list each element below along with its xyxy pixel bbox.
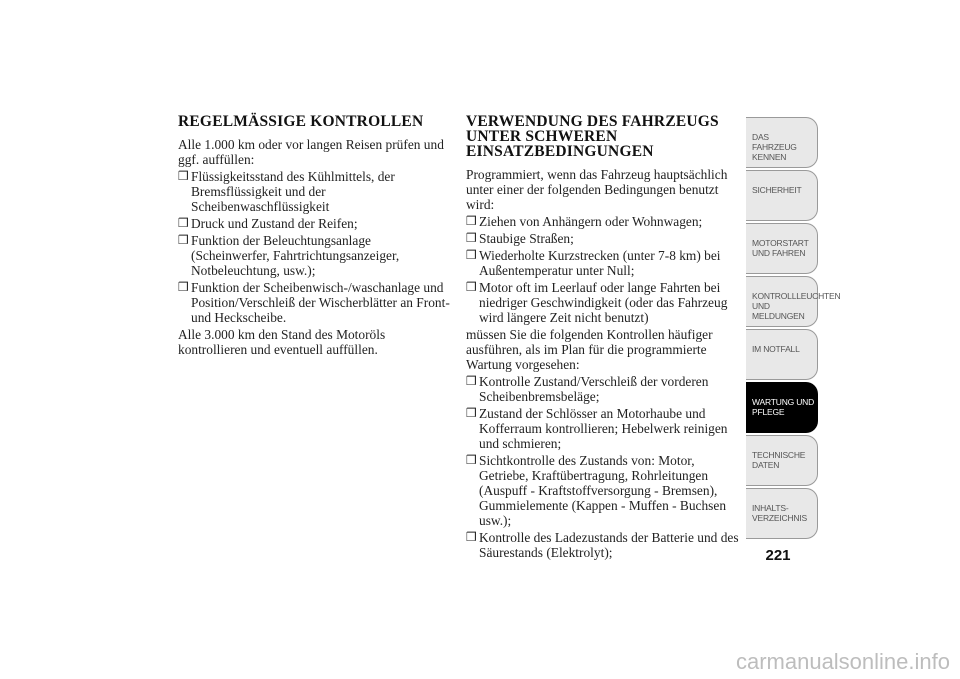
tab-sicherheit[interactable]: SICHERHEIT [746,170,818,221]
checkbox-bullet-icon: ❒ [466,374,477,388]
tab-kontrollleuchten[interactable]: KONTROLLLEUCHTEN UND MELDUNGEN [746,276,818,327]
section-heading-severe-conditions: VERWENDUNG DES FAHRZEUGS UNTER SCHWEREN EINSATZBEDINGUNGEN [466,113,719,160]
tab-das-fahrzeug-kennen[interactable]: DAS FAHRZEUG KENNEN [746,117,818,168]
list-item: ❒ Sichtkontrolle des Zustands von: Motor, Getriebe, Kraftübertragung, Rohrleitungen (Auspuff - Kraftstoffversorgung - Bremsen), Gummielemente (Kappen - Muffen - Buchsen usw.); [466,453,727,528]
watermark: carmanualsonline.info [735,649,950,674]
paragraph-oil-check: Alle 3.000 km den Stand des Motoröls kontrollieren und eventuell auffüllen. [178,327,386,357]
right-column [466,114,742,562]
list-item: ❒ Staubige Straßen; [466,231,574,246]
checks-list [466,374,742,560]
tab-inhaltsverzeichnis[interactable]: INHALTS-VERZEICHNIS [746,488,818,539]
checkbox-bullet-icon: ❒ [466,214,477,228]
list-item: ❒ Kontrolle Zustand/Verschleiß der vorderen Scheibenbremsbeläge; [466,374,709,404]
list-item: ❒ Zustand der Schlösser an Motorhaube und Kofferraum kontrollieren; Hebelwerk reinigen und schmieren; [466,406,728,451]
list-item: ❒ Kontrolle des Ladezustands der Batterie und des Säurestands (Elektrolyt); [466,530,739,560]
checkbox-bullet-icon: ❒ [466,530,477,544]
list-item: ❒ Funktion der Beleuchtungsanlage (Scheinwerfer, Fahrtrichtungsanzeiger, Notbeleuchtung, usw.); [178,233,400,278]
chapter-tabs [746,117,841,541]
tab-motorstart-und-fahren[interactable]: MOTORSTART UND FAHREN [746,223,818,274]
page-number: 221 [765,547,791,564]
checkbox-bullet-icon: ❒ [466,231,477,245]
left-column [178,114,450,359]
checkbox-bullet-icon: ❒ [466,406,477,420]
list-item: ❒ Druck und Zustand der Reifen; [178,216,358,231]
list-item: ❒ Flüssigkeitsstand des Kühlmittels, der Bremsflüssigkeit und der Scheibenwaschflüssigkeit [178,169,395,214]
checklist [178,169,450,325]
paragraph-intro: Alle 1.000 km oder vor langen Reisen prüfen und ggf. auffüllen: [178,137,444,167]
conditions-list [466,214,742,325]
tab-wartung-und-pflege[interactable]: WARTUNG UND PFLEGE [746,382,818,433]
tab-technische-daten[interactable]: TECHNISCHE DATEN [746,435,818,486]
checkbox-bullet-icon: ❒ [178,169,189,183]
checkbox-bullet-icon: ❒ [466,280,477,294]
section-heading-regular-checks: REGELMÄSSIGE KONTROLLEN [178,113,424,130]
list-item: ❒ Wiederholte Kurzstrecken (unter 7-8 km) bei Außentemperatur unter Null; [466,248,721,278]
list-item: ❒ Funktion der Scheibenwisch-/waschanlage und Position/Verschleiß der Wischerblätter an Front- und Heckscheibe. [178,280,450,325]
checkbox-bullet-icon: ❒ [178,233,189,247]
paragraph-middle: müssen Sie die folgenden Kontrollen häufiger ausführen, als im Plan für die programmierte Wartung vorgesehen: [466,327,713,372]
list-item: ❒ Motor oft im Leerlauf oder lange Fahrten bei niedriger Geschwindigkeit (oder das Fahrzeug wird längere Zeit nicht benutzt) [466,280,728,325]
checkbox-bullet-icon: ❒ [466,248,477,262]
checkbox-bullet-icon: ❒ [178,280,189,294]
tab-im-notfall[interactable]: IM NOTFALL [746,329,818,380]
paragraph-intro: Programmiert, wenn das Fahrzeug hauptsächlich unter einer der folgenden Bedingungen benutzt wird: [466,167,728,212]
list-item: ❒ Ziehen von Anhängern oder Wohnwagen; [466,214,703,229]
checkbox-bullet-icon: ❒ [466,453,477,467]
checkbox-bullet-icon: ❒ [178,216,189,230]
